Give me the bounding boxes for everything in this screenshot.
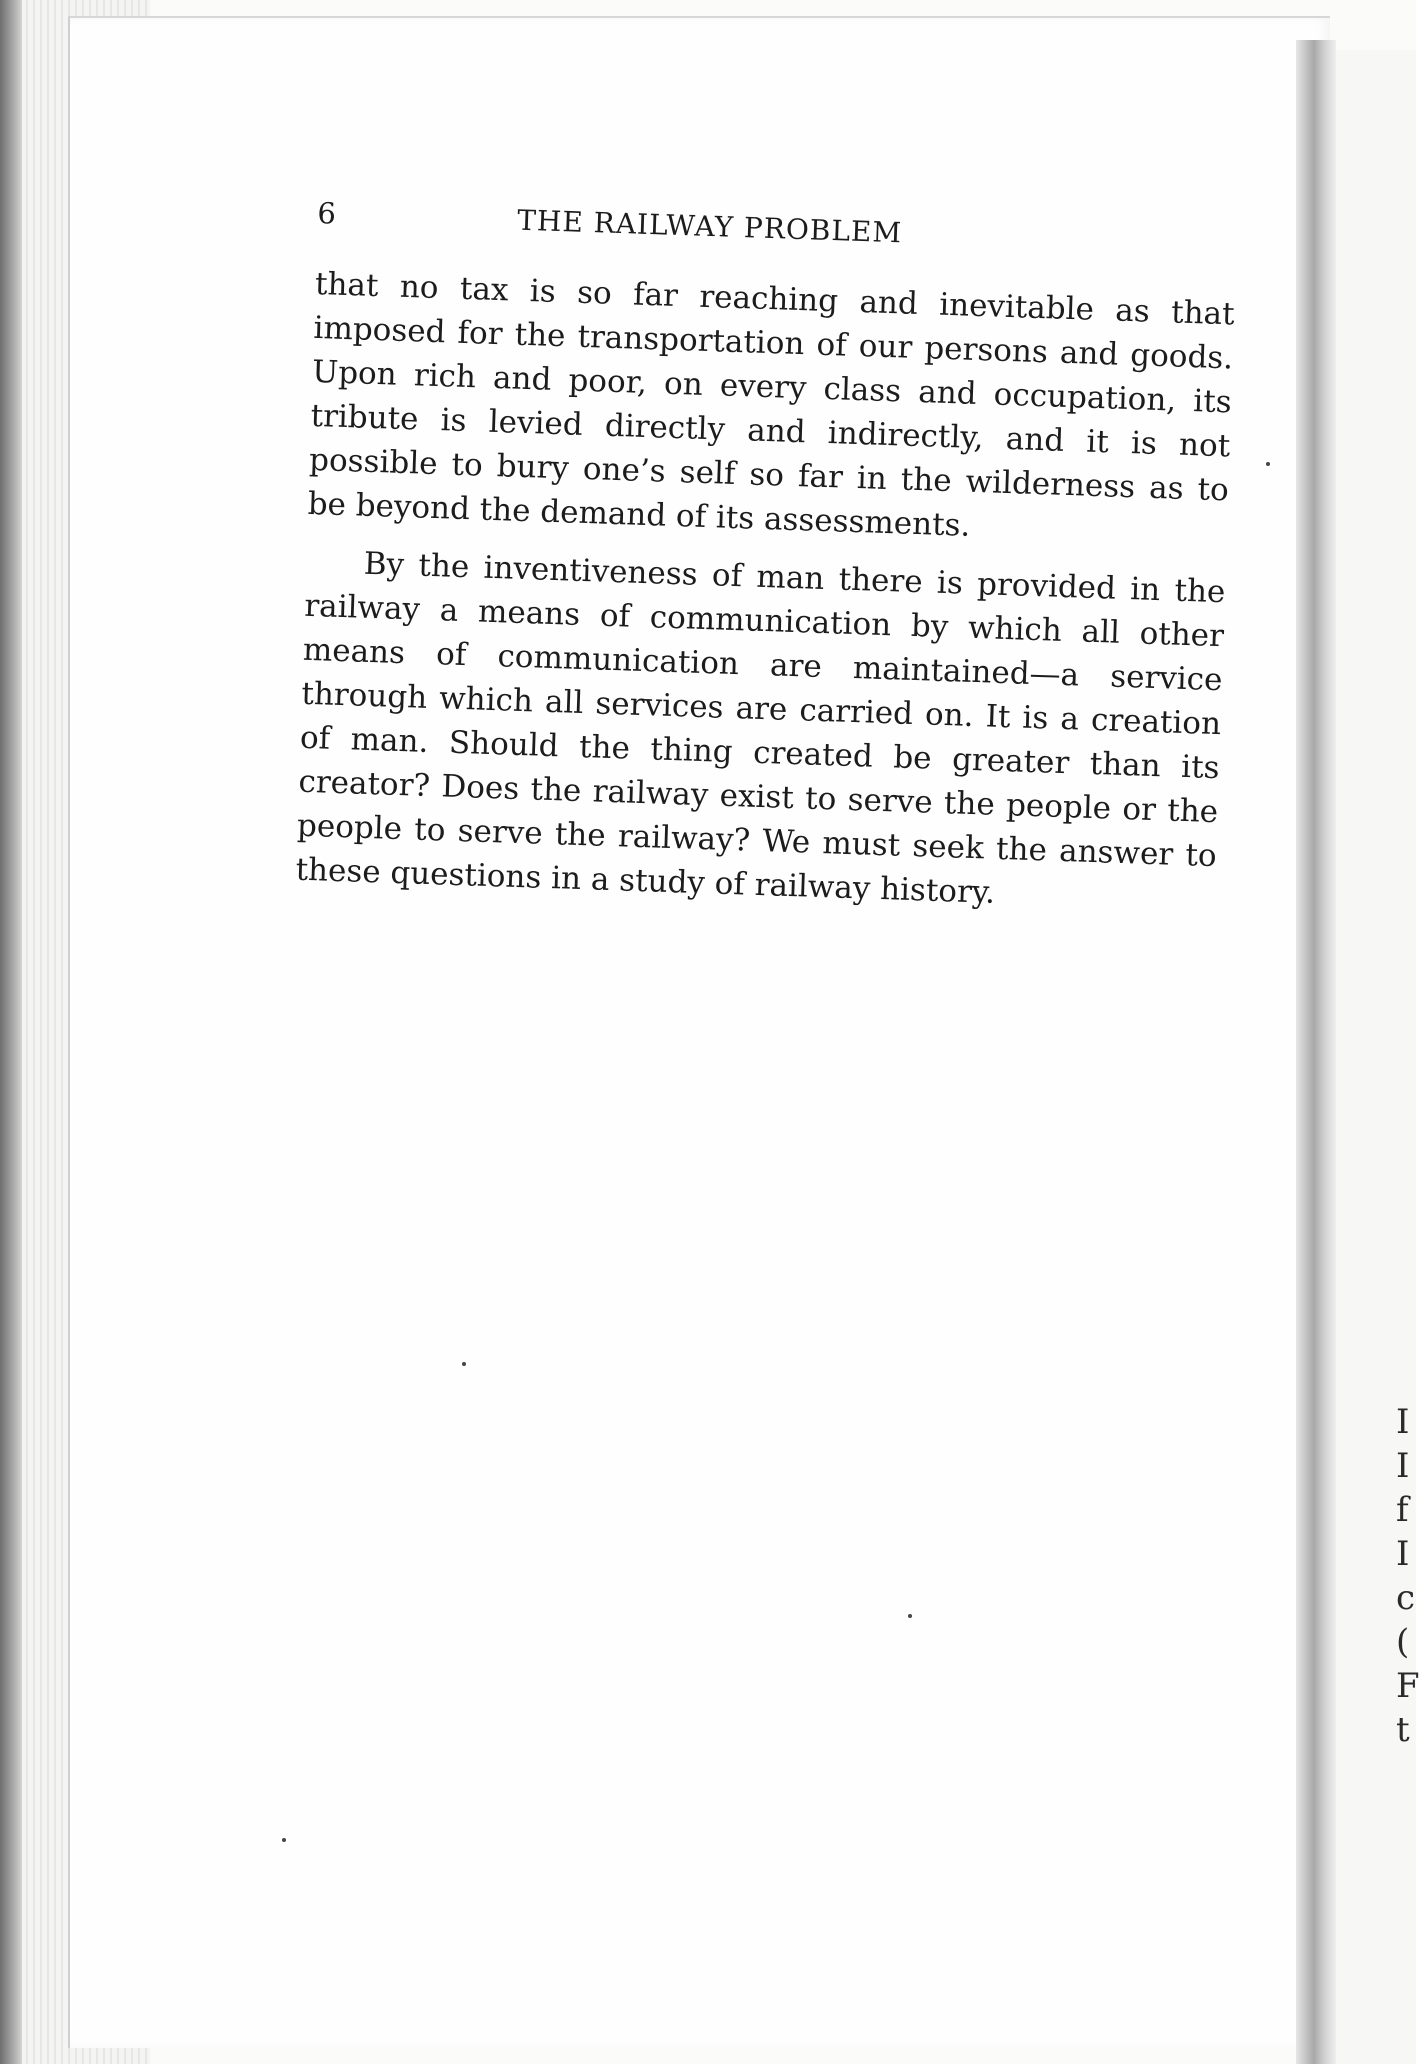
fragment-char: f — [1396, 1490, 1409, 1530]
fragment-char: c — [1396, 1578, 1416, 1618]
fragment-char: F — [1396, 1666, 1420, 1706]
paragraph-1: that no tax is so far reaching and inevitable as that imposed for the transportation of our persons and goods. Upon rich and poor, on every class and occupation, its tribute is levied directly and indirectly, and it is not possible to bury one’s self so far in the wilderness as to be beyond the demand of its assessments. — [307, 265, 1236, 544]
next-page-edge — [1336, 50, 1416, 2064]
fragment-char: I — [1396, 1402, 1410, 1442]
book-gutter — [1296, 40, 1336, 2064]
dust-speck — [462, 1362, 466, 1366]
next-page-fragment — [1396, 1400, 1426, 1752]
paragraph-2: By the inventiveness of man there is provided in the railway a means of communication by which all other means of communication are maintained—a service through which all services are carried on. It is a creation of man. Should the thing created be greater than its creator? Does the railway exist to serve the people or the people to serve the railway? We must seek the answer to these questions in a study of railway history. — [295, 545, 1226, 911]
fragment-char: t — [1396, 1710, 1410, 1750]
dust-speck — [908, 1614, 912, 1618]
fragment-char: ( — [1396, 1622, 1410, 1662]
page-text-block — [295, 196, 1238, 922]
fragment-char: I — [1396, 1446, 1410, 1486]
dust-speck — [1266, 462, 1270, 466]
dust-speck — [282, 1838, 286, 1842]
page-title: THE RAILWAY PROBLEM — [516, 203, 903, 250]
fragment-char: I — [1396, 1534, 1410, 1574]
page-number: 6 — [316, 196, 337, 231]
book-cover-edge — [0, 0, 22, 2064]
